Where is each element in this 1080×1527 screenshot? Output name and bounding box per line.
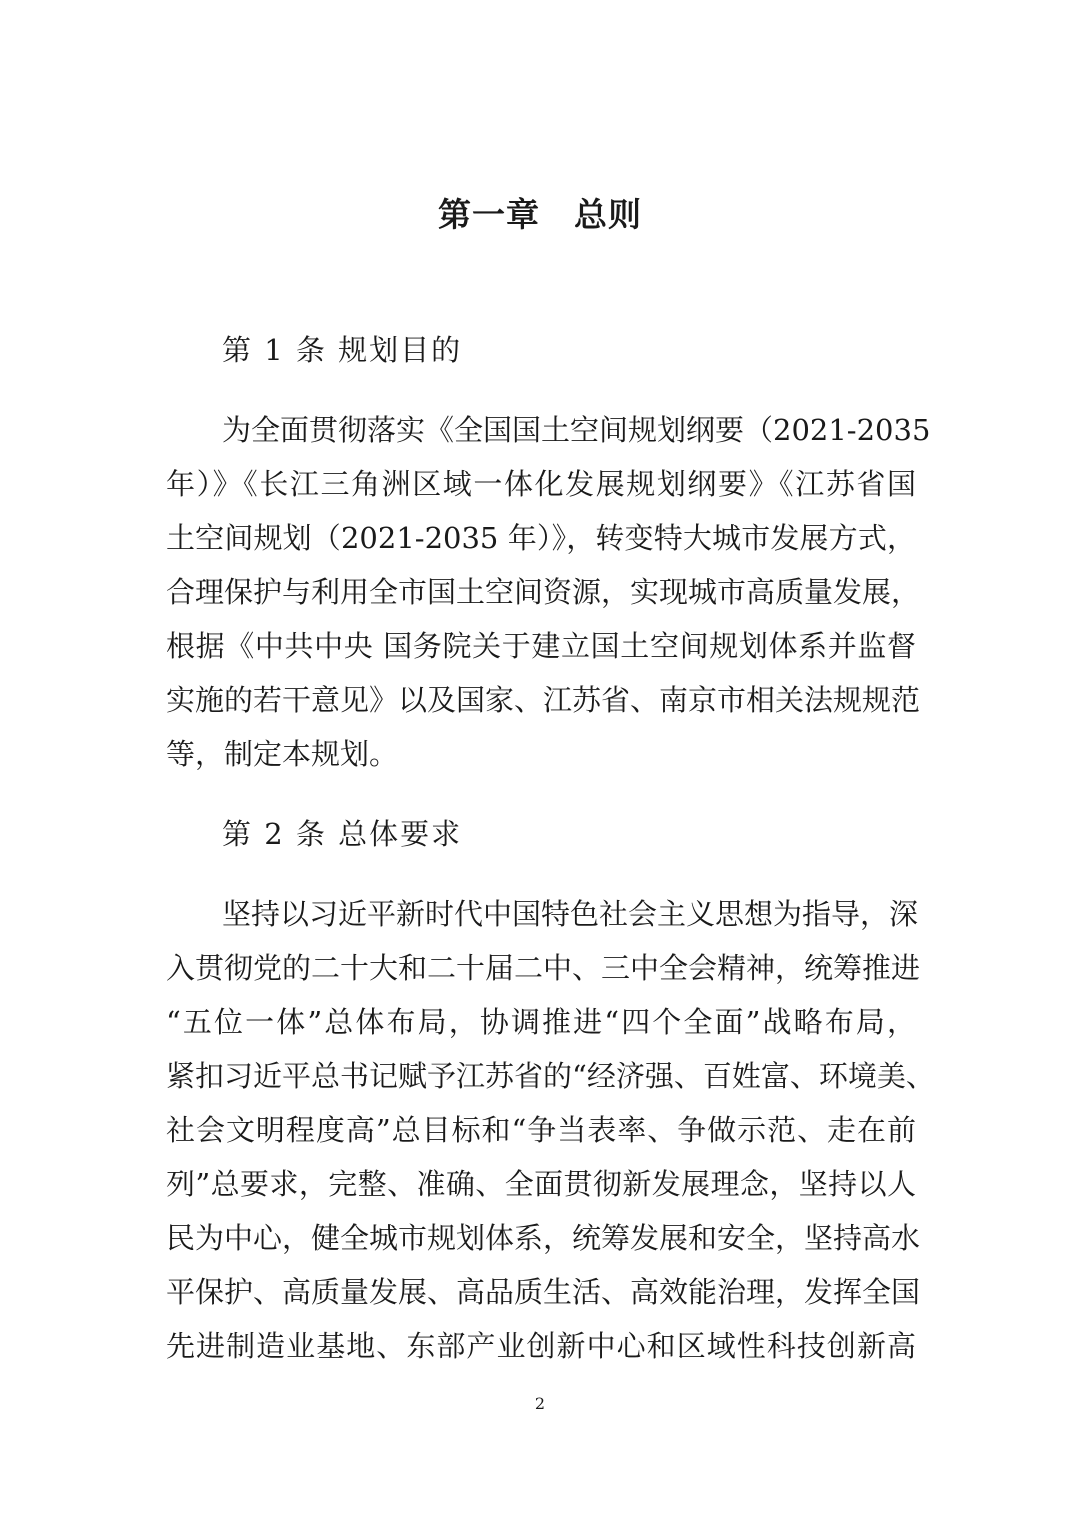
article-1-heading: 第 1 条 规划目的 bbox=[222, 333, 463, 367]
paragraph-line: 合理保护与利用全市国土空间资源，实现城市高质量发展， bbox=[166, 575, 921, 609]
paragraph-line: 坚持以习近平新时代中国特色社会主义思想为指导，深 bbox=[222, 897, 919, 931]
paragraph-line: 列”总要求，完整、准确、全面贯彻新发展理念，坚持以人 bbox=[166, 1167, 916, 1201]
paragraph-line: 实施的若干意见》以及国家、江苏省、南京市相关法规规范 bbox=[166, 683, 921, 717]
paragraph-line: 民为中心，健全城市规划体系，统筹发展和安全，坚持高水 bbox=[166, 1221, 921, 1255]
chapter-number: 第一章 bbox=[438, 195, 540, 234]
chapter-name: 总则 bbox=[574, 195, 642, 234]
paragraph-line: 紧扣习近平总书记赋予江苏省的“经济强、百姓富、环境美、 bbox=[166, 1059, 935, 1093]
paragraph-line: 土空间规划（2021-2035 年）》，转变特大城市发展方式， bbox=[166, 521, 916, 555]
paragraph-line: “五位一体”总体布局，协调推进“四个全面”战略布局， bbox=[166, 1005, 916, 1039]
chapter-title bbox=[0, 190, 1080, 240]
paragraph-line: 等，制定本规划。 bbox=[166, 737, 399, 771]
paragraph-line: 平保护、高质量发展、高品质生活、高效能治理，发挥全国 bbox=[166, 1275, 921, 1309]
paragraph-line: 先进制造业基地、东部产业创新中心和区域性科技创新高 bbox=[166, 1329, 916, 1363]
paragraph-line: 年）》《长江三角洲区域一体化发展规划纲要》《江苏省国 bbox=[166, 467, 916, 501]
page-number: 2 bbox=[534, 1394, 546, 1413]
paragraph-line: 根据《中共中央 国务院关于建立国土空间规划体系并监督 bbox=[166, 629, 916, 663]
article-2-heading: 第 2 条 总体要求 bbox=[222, 817, 463, 851]
paragraph-line: 为全面贯彻落实《全国国土空间规划纲要（2021-2035 bbox=[222, 413, 931, 447]
paragraph-line: 入贯彻党的二十大和二十届二中、三中全会精神，统筹推进 bbox=[166, 951, 921, 985]
paragraph-line: 社会文明程度高”总目标和“争当表率、争做示范、走在前 bbox=[166, 1113, 916, 1147]
